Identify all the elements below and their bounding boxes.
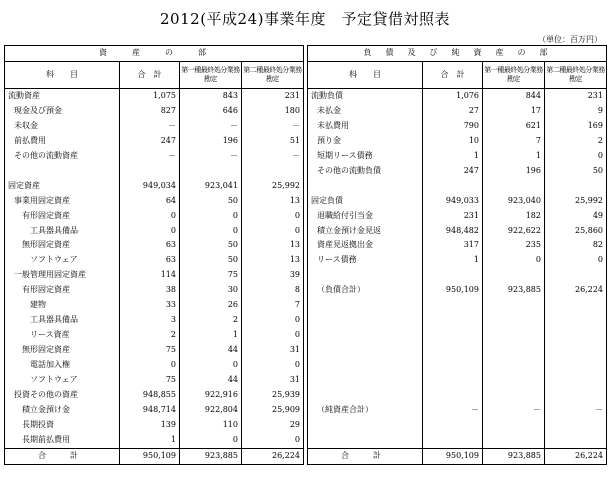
table-row — [5, 328, 304, 343]
row-total: 2 — [120, 328, 180, 343]
row-type2 — [545, 179, 607, 194]
row-type1: 17 — [483, 104, 545, 119]
table-row — [5, 418, 304, 433]
row-label: 有形固定資産 — [5, 209, 120, 224]
row-type2: 180 — [242, 104, 304, 119]
row-type1: 646 — [180, 104, 242, 119]
row-type1: 843 — [180, 88, 242, 103]
row-total: 75 — [120, 373, 180, 388]
row-total: 247 — [423, 164, 483, 179]
row-type1: 44 — [180, 343, 242, 358]
row-label: リース債務 — [308, 253, 423, 268]
row-type1: 7 — [483, 134, 545, 149]
row-total: 1 — [423, 253, 483, 268]
table-row — [308, 268, 607, 283]
table-row — [308, 194, 607, 209]
row-type2 — [545, 373, 607, 388]
table-row — [308, 358, 607, 373]
row-type2: 25,992 — [545, 194, 607, 209]
row-label: 流動負債 — [308, 88, 423, 103]
row-type2: 51 — [242, 134, 304, 149]
row-type1: 50 — [180, 194, 242, 209]
row-type2 — [545, 343, 607, 358]
row-label — [308, 373, 423, 388]
row-label: その他の流動資産 — [5, 149, 120, 164]
row-type2: 25,939 — [242, 388, 304, 403]
row-type2: 8 — [242, 283, 304, 298]
row-label: 前払費用 — [5, 134, 120, 149]
row-type1: 26 — [180, 298, 242, 313]
row-type2: 7 — [242, 298, 304, 313]
row-total: 948,482 — [423, 224, 483, 239]
row-label — [308, 358, 423, 373]
row-total: 1,076 — [423, 88, 483, 103]
row-total: 948,855 — [120, 388, 180, 403]
row-label: 事業用固定資産 — [5, 194, 120, 209]
row-total — [423, 328, 483, 343]
row-type2: 13 — [242, 194, 304, 209]
row-type2: 13 — [242, 253, 304, 268]
row-total: － — [120, 119, 180, 134]
liabilities-section-title: 負 債 及 び 純 資 産 の 部 — [308, 46, 607, 62]
table-row — [5, 433, 304, 448]
row-total: 0 — [120, 209, 180, 224]
row-total: 790 — [423, 119, 483, 134]
row-type1: － — [180, 119, 242, 134]
row-type1: 621 — [483, 119, 545, 134]
row-type2: 82 — [545, 238, 607, 253]
row-label: 電話加入権 — [5, 358, 120, 373]
liabilities-column-headers — [308, 61, 607, 88]
row-type2: 13 — [242, 238, 304, 253]
row-type1 — [483, 313, 545, 328]
row-type2: 29 — [242, 418, 304, 433]
table-row — [5, 343, 304, 358]
assets-section-header — [5, 46, 304, 62]
row-type1: 196 — [483, 164, 545, 179]
row-type2 — [545, 298, 607, 313]
row-type2: 25,909 — [242, 403, 304, 418]
grand-total-row — [308, 448, 607, 464]
table-row — [5, 403, 304, 418]
row-total: 827 — [120, 104, 180, 119]
row-type1 — [483, 373, 545, 388]
table-row — [5, 209, 304, 224]
row-type1: 2 — [180, 313, 242, 328]
row-label: 工具器具備品 — [5, 313, 120, 328]
column-header-item: 科 目 — [308, 61, 423, 88]
row-total: 63 — [120, 253, 180, 268]
row-label: 無形固定資産 — [5, 343, 120, 358]
table-row — [5, 149, 304, 164]
table-row — [5, 253, 304, 268]
table-row — [308, 224, 607, 239]
column-header-total: 合 計 — [423, 61, 483, 88]
row-type2 — [545, 328, 607, 343]
liabilities-section-header — [308, 46, 607, 62]
row-type1: 110 — [180, 418, 242, 433]
row-type2: 0 — [242, 358, 304, 373]
table-row — [308, 433, 607, 448]
row-type2: 25,992 — [242, 179, 304, 194]
row-label — [308, 433, 423, 448]
column-header-type2: 第二種最終処分業務勘定 — [242, 61, 304, 88]
row-type1: 1 — [180, 328, 242, 343]
table-row — [308, 403, 607, 418]
row-label: 未払費用 — [308, 119, 423, 134]
row-total — [423, 298, 483, 313]
grand-total-label: 合 計 — [308, 448, 423, 464]
column-header-type2: 第二種最終処分業務勘定 — [545, 61, 607, 88]
grand-total-type2: 26,224 — [242, 448, 304, 464]
row-type2 — [545, 313, 607, 328]
table-row — [5, 238, 304, 253]
row-total: 1,075 — [120, 88, 180, 103]
row-total — [423, 388, 483, 403]
row-label — [308, 179, 423, 194]
row-total: 950,109 — [423, 283, 483, 298]
row-label: リース資産 — [5, 328, 120, 343]
row-total: 1 — [423, 149, 483, 164]
row-total: 949,034 — [120, 179, 180, 194]
row-type1: 922,622 — [483, 224, 545, 239]
row-total: 27 — [423, 104, 483, 119]
table-row — [5, 194, 304, 209]
row-label: （純資産合計） — [308, 403, 423, 418]
row-total: 0 — [120, 358, 180, 373]
row-type1: 0 — [180, 358, 242, 373]
row-type2: 169 — [545, 119, 607, 134]
row-label — [308, 268, 423, 283]
assets-column-headers — [5, 61, 304, 88]
table-row — [5, 268, 304, 283]
row-label: 建物 — [5, 298, 120, 313]
table-row — [308, 418, 607, 433]
row-total: 231 — [423, 209, 483, 224]
row-type2: 0 — [242, 224, 304, 239]
row-type2: 231 — [242, 88, 304, 103]
row-type2: 25,860 — [545, 224, 607, 239]
row-total: 114 — [120, 268, 180, 283]
row-label: 未払金 — [308, 104, 423, 119]
grand-total-value: 950,109 — [423, 448, 483, 464]
page-title: 2012(平成24)事業年度 予定貸借対照表 — [160, 10, 450, 28]
row-label: 退職給付引当金 — [308, 209, 423, 224]
row-type2 — [545, 358, 607, 373]
row-label: 有形固定資産 — [5, 283, 120, 298]
row-label: 長期投資 — [5, 418, 120, 433]
row-label: ソフトウェア — [5, 253, 120, 268]
row-label: 無形固定資産 — [5, 238, 120, 253]
row-type2: 0 — [242, 313, 304, 328]
row-type2: 31 — [242, 373, 304, 388]
row-type2: 0 — [545, 253, 607, 268]
row-total: 75 — [120, 343, 180, 358]
row-type2: － — [242, 149, 304, 164]
row-label: 積立金預け金見返 — [308, 224, 423, 239]
table-row — [5, 179, 304, 194]
grand-total-type1: 923,885 — [483, 448, 545, 464]
row-type1: 44 — [180, 373, 242, 388]
row-type2: 0 — [242, 328, 304, 343]
row-label: 一般管理用固定資産 — [5, 268, 120, 283]
column-header-item: 科 目 — [5, 61, 120, 88]
row-type1: 182 — [483, 209, 545, 224]
row-label: （負債合計） — [308, 283, 423, 298]
table-row — [308, 88, 607, 103]
row-type1: 0 — [180, 224, 242, 239]
table-row — [308, 134, 607, 149]
table-row — [308, 179, 607, 194]
grand-total-row — [5, 448, 304, 464]
row-label: 長期前払費用 — [5, 433, 120, 448]
row-label: 短期リース債務 — [308, 149, 423, 164]
row-label — [5, 164, 120, 179]
row-type1: － — [180, 149, 242, 164]
table-row — [308, 373, 607, 388]
row-total: － — [120, 149, 180, 164]
row-type1: 196 — [180, 134, 242, 149]
row-total: 33 — [120, 298, 180, 313]
row-type1 — [483, 179, 545, 194]
table-row — [5, 88, 304, 103]
row-label — [308, 343, 423, 358]
row-type2: － — [545, 403, 607, 418]
row-label: 積立金預け金 — [5, 403, 120, 418]
table-row — [308, 343, 607, 358]
table-row — [5, 388, 304, 403]
row-type1: 50 — [180, 238, 242, 253]
row-total — [423, 418, 483, 433]
row-type1 — [483, 418, 545, 433]
grand-total-type2: 26,224 — [545, 448, 607, 464]
row-total: 1 — [120, 433, 180, 448]
row-type1: 0 — [180, 433, 242, 448]
row-type1: 75 — [180, 268, 242, 283]
row-type1 — [483, 328, 545, 343]
row-label: その他の流動負債 — [308, 164, 423, 179]
row-type1 — [483, 298, 545, 313]
row-type1 — [180, 164, 242, 179]
row-type1: 1 — [483, 149, 545, 164]
table-row — [308, 298, 607, 313]
row-type1: 922,804 — [180, 403, 242, 418]
row-type2: 9 — [545, 104, 607, 119]
table-row — [308, 164, 607, 179]
row-type1: 30 — [180, 283, 242, 298]
row-type2: 0 — [242, 209, 304, 224]
table-row — [5, 119, 304, 134]
row-label: 未収金 — [5, 119, 120, 134]
table-row — [308, 238, 607, 253]
row-total — [120, 164, 180, 179]
row-type2 — [545, 268, 607, 283]
row-type2 — [545, 388, 607, 403]
row-type1: 923,041 — [180, 179, 242, 194]
row-total — [423, 313, 483, 328]
row-type1 — [483, 343, 545, 358]
row-total — [423, 268, 483, 283]
row-type1: 923,885 — [483, 283, 545, 298]
row-label: 資産見返拠出金 — [308, 238, 423, 253]
table-row — [5, 134, 304, 149]
row-total: 64 — [120, 194, 180, 209]
row-type2: 0 — [545, 149, 607, 164]
table-row — [308, 388, 607, 403]
row-type2: 231 — [545, 88, 607, 103]
table-row — [308, 104, 607, 119]
row-type2 — [545, 418, 607, 433]
row-total — [423, 433, 483, 448]
row-type1 — [483, 358, 545, 373]
table-row — [308, 209, 607, 224]
row-total: 948,714 — [120, 403, 180, 418]
grand-total-value: 950,109 — [120, 448, 180, 464]
row-label — [308, 313, 423, 328]
row-total — [423, 358, 483, 373]
row-total: 247 — [120, 134, 180, 149]
table-row — [308, 328, 607, 343]
row-label — [308, 328, 423, 343]
row-type1: 235 — [483, 238, 545, 253]
assets-table — [4, 45, 304, 465]
table-row — [5, 373, 304, 388]
row-label: 工具器具備品 — [5, 224, 120, 239]
row-type1: 0 — [483, 253, 545, 268]
table-row — [5, 224, 304, 239]
row-total: 139 — [120, 418, 180, 433]
table-row — [5, 164, 304, 179]
table-row — [5, 313, 304, 328]
row-label: 現金及び預金 — [5, 104, 120, 119]
row-total — [423, 373, 483, 388]
row-type1: 844 — [483, 88, 545, 103]
row-label: 固定負債 — [308, 194, 423, 209]
assets-section-title: 資 産 の 部 — [5, 46, 304, 62]
table-row — [308, 253, 607, 268]
row-type1: 0 — [180, 209, 242, 224]
row-total: 63 — [120, 238, 180, 253]
table-row — [5, 298, 304, 313]
row-total: － — [423, 403, 483, 418]
table-row — [5, 358, 304, 373]
unit-label: （単位：百万円） — [538, 35, 602, 44]
table-row — [5, 283, 304, 298]
column-header-type1: 第一種最終処分業務勘定 — [180, 61, 242, 88]
row-type1 — [483, 433, 545, 448]
row-type1 — [483, 268, 545, 283]
liabilities-table — [307, 45, 607, 465]
row-type1: 50 — [180, 253, 242, 268]
table-row — [5, 104, 304, 119]
table-row — [308, 119, 607, 134]
table-row — [308, 313, 607, 328]
row-total: 317 — [423, 238, 483, 253]
row-total: 0 — [120, 224, 180, 239]
row-type1 — [483, 388, 545, 403]
row-total — [423, 179, 483, 194]
row-total — [423, 343, 483, 358]
row-total: 949,033 — [423, 194, 483, 209]
row-label — [308, 388, 423, 403]
row-type2: 2 — [545, 134, 607, 149]
row-label: 流動資産 — [5, 88, 120, 103]
row-type2: 50 — [545, 164, 607, 179]
row-type1: － — [483, 403, 545, 418]
row-type1: 922,916 — [180, 388, 242, 403]
row-total: 10 — [423, 134, 483, 149]
row-type2: － — [242, 119, 304, 134]
row-total: 3 — [120, 313, 180, 328]
column-header-type1: 第一種最終処分業務勘定 — [483, 61, 545, 88]
row-type2: 49 — [545, 209, 607, 224]
row-type2: 31 — [242, 343, 304, 358]
table-row — [308, 149, 607, 164]
column-header-total: 合 計 — [120, 61, 180, 88]
table-row — [308, 283, 607, 298]
row-total: 38 — [120, 283, 180, 298]
row-label: ソフトウェア — [5, 373, 120, 388]
row-label: 投資その他の資産 — [5, 388, 120, 403]
row-type2 — [545, 433, 607, 448]
grand-total-type1: 923,885 — [180, 448, 242, 464]
row-label: 固定資産 — [5, 179, 120, 194]
row-label — [308, 418, 423, 433]
grand-total-label: 合 計 — [5, 448, 120, 464]
row-label: 預り金 — [308, 134, 423, 149]
row-type2: 39 — [242, 268, 304, 283]
row-type1: 923,040 — [483, 194, 545, 209]
row-type2 — [242, 164, 304, 179]
row-label — [308, 298, 423, 313]
row-type2: 0 — [242, 433, 304, 448]
row-type2: 26,224 — [545, 283, 607, 298]
